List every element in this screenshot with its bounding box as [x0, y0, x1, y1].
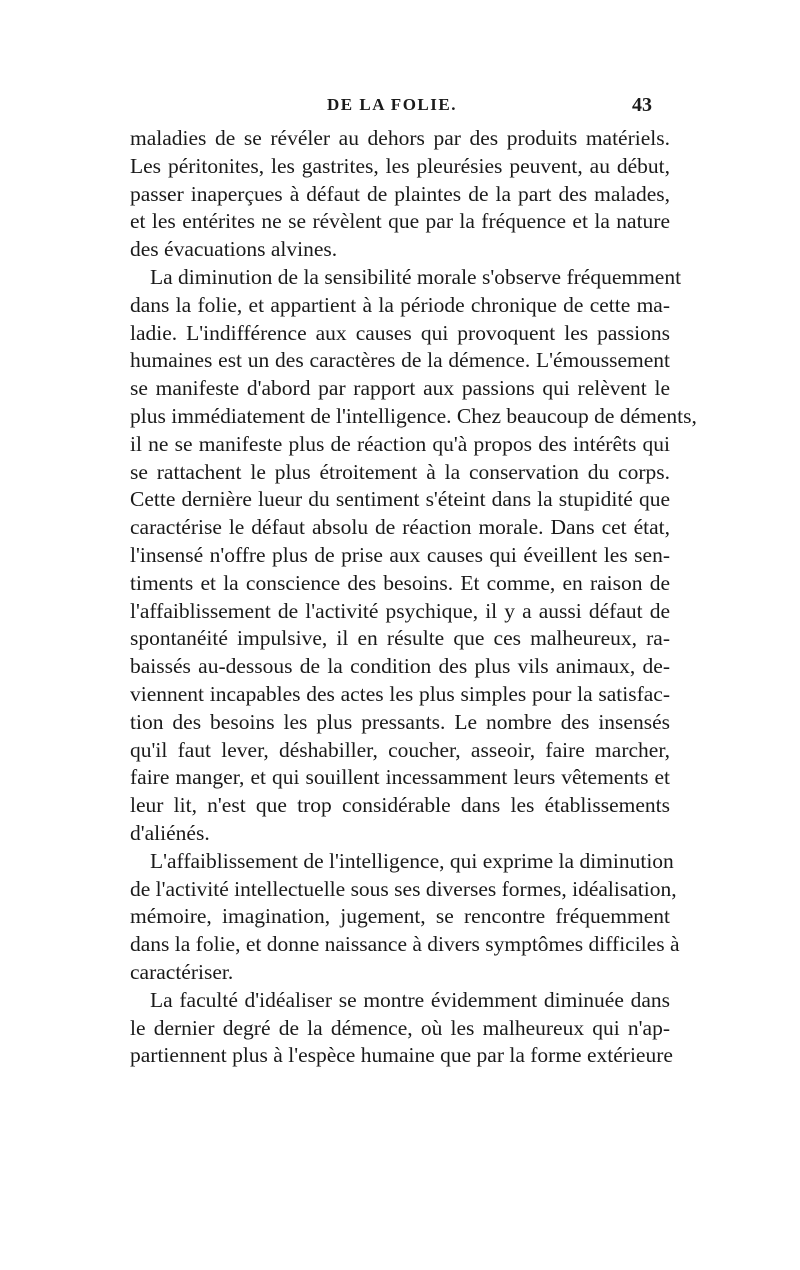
text-line: dans la folie, et donne naissance à divers symptômes difficiles à — [130, 932, 680, 957]
text-line: L'affaiblissement de l'intelligence, qui exprime la diminution — [150, 848, 674, 873]
text-line: La faculté d'idéaliser se montre évidemment diminuée dans — [150, 987, 670, 1012]
running-title: DE LA FOLIE. — [327, 95, 457, 114]
text-line: d'aliénés. — [130, 820, 210, 845]
text-line: dans la folie, et appartient à la période chronique de cette ma- — [130, 292, 670, 317]
text-line: baissés au-dessous de la condition des plus vils animaux, de- — [130, 654, 670, 679]
body-text — [130, 125, 697, 1070]
text-line: timents et la conscience des besoins. Et comme, en raison de — [130, 570, 670, 595]
text-line: partiennent plus à l'espèce humaine que par la forme extérieure — [130, 1043, 673, 1068]
text-line: La diminution de la sensibilité morale s'observe fréquemment — [150, 264, 682, 289]
text-line: des évacuations alvines. — [130, 237, 338, 262]
text-line: de l'activité intellectuelle sous ses diverses formes, idéalisation, — [130, 876, 677, 901]
text-line: Cette dernière lueur du sentiment s'éteint dans la stupidité que — [130, 487, 670, 512]
text-line: tion des besoins les plus pressants. Le nombre des insensés — [130, 709, 670, 734]
text-line: le dernier degré de la démence, où les malheureux qui n'ap- — [130, 1015, 670, 1040]
text-line: spontanéité impulsive, il en résulte que ces malheureux, ra- — [130, 626, 670, 651]
text-line: viennent incapables des actes les plus simples pour la satisfac- — [130, 681, 670, 706]
text-line: ladie. L'indifférence aux causes qui provoquent les passions — [130, 320, 670, 345]
running-head — [132, 93, 652, 117]
text-line: l'affaiblissement de l'activité psychique, il y a aussi défaut de — [130, 598, 670, 623]
text-line: mémoire, imagination, jugement, se rencontre fréquemment — [130, 904, 670, 929]
text-line: humaines est un des caractères de la démence. L'émoussement — [130, 348, 670, 373]
text-line: il ne se manifeste plus de réaction qu'à propos des intérêts qui — [130, 431, 670, 456]
text-line: caractérise le défaut absolu de réaction morale. Dans cet état, — [130, 515, 670, 540]
text-line: se manifeste d'abord par rapport aux passions qui relèvent le — [130, 376, 670, 401]
text-line: leur lit, n'est que trop considérable dans les établissements — [130, 793, 670, 818]
page-number: 43 — [632, 94, 652, 116]
text-line: caractériser. — [130, 959, 234, 984]
text-line: qu'il faut lever, déshabiller, coucher, asseoir, faire marcher, — [130, 737, 670, 762]
text-line: et les entérites ne se révèlent que par la fréquence et la nature — [130, 209, 670, 234]
text-line: se rattachent le plus étroitement à la conservation du corps. — [130, 459, 670, 484]
text-line: faire manger, et qui souillent incessamment leurs vêtements et — [130, 765, 670, 790]
text-line: maladies de se révéler au dehors par des produits matériels. — [130, 126, 670, 150]
text-line: l'insensé n'offre plus de prise aux causes qui éveillent les sen- — [130, 542, 670, 567]
text-line: passer inaperçues à défaut de plaintes de la part des malades, — [130, 181, 670, 206]
text-line: Les péritonites, les gastrites, les pleurésies peuvent, au début, — [130, 153, 670, 178]
text-line: plus immédiatement de l'intelligence. Chez beaucoup de déments, — [130, 403, 697, 428]
